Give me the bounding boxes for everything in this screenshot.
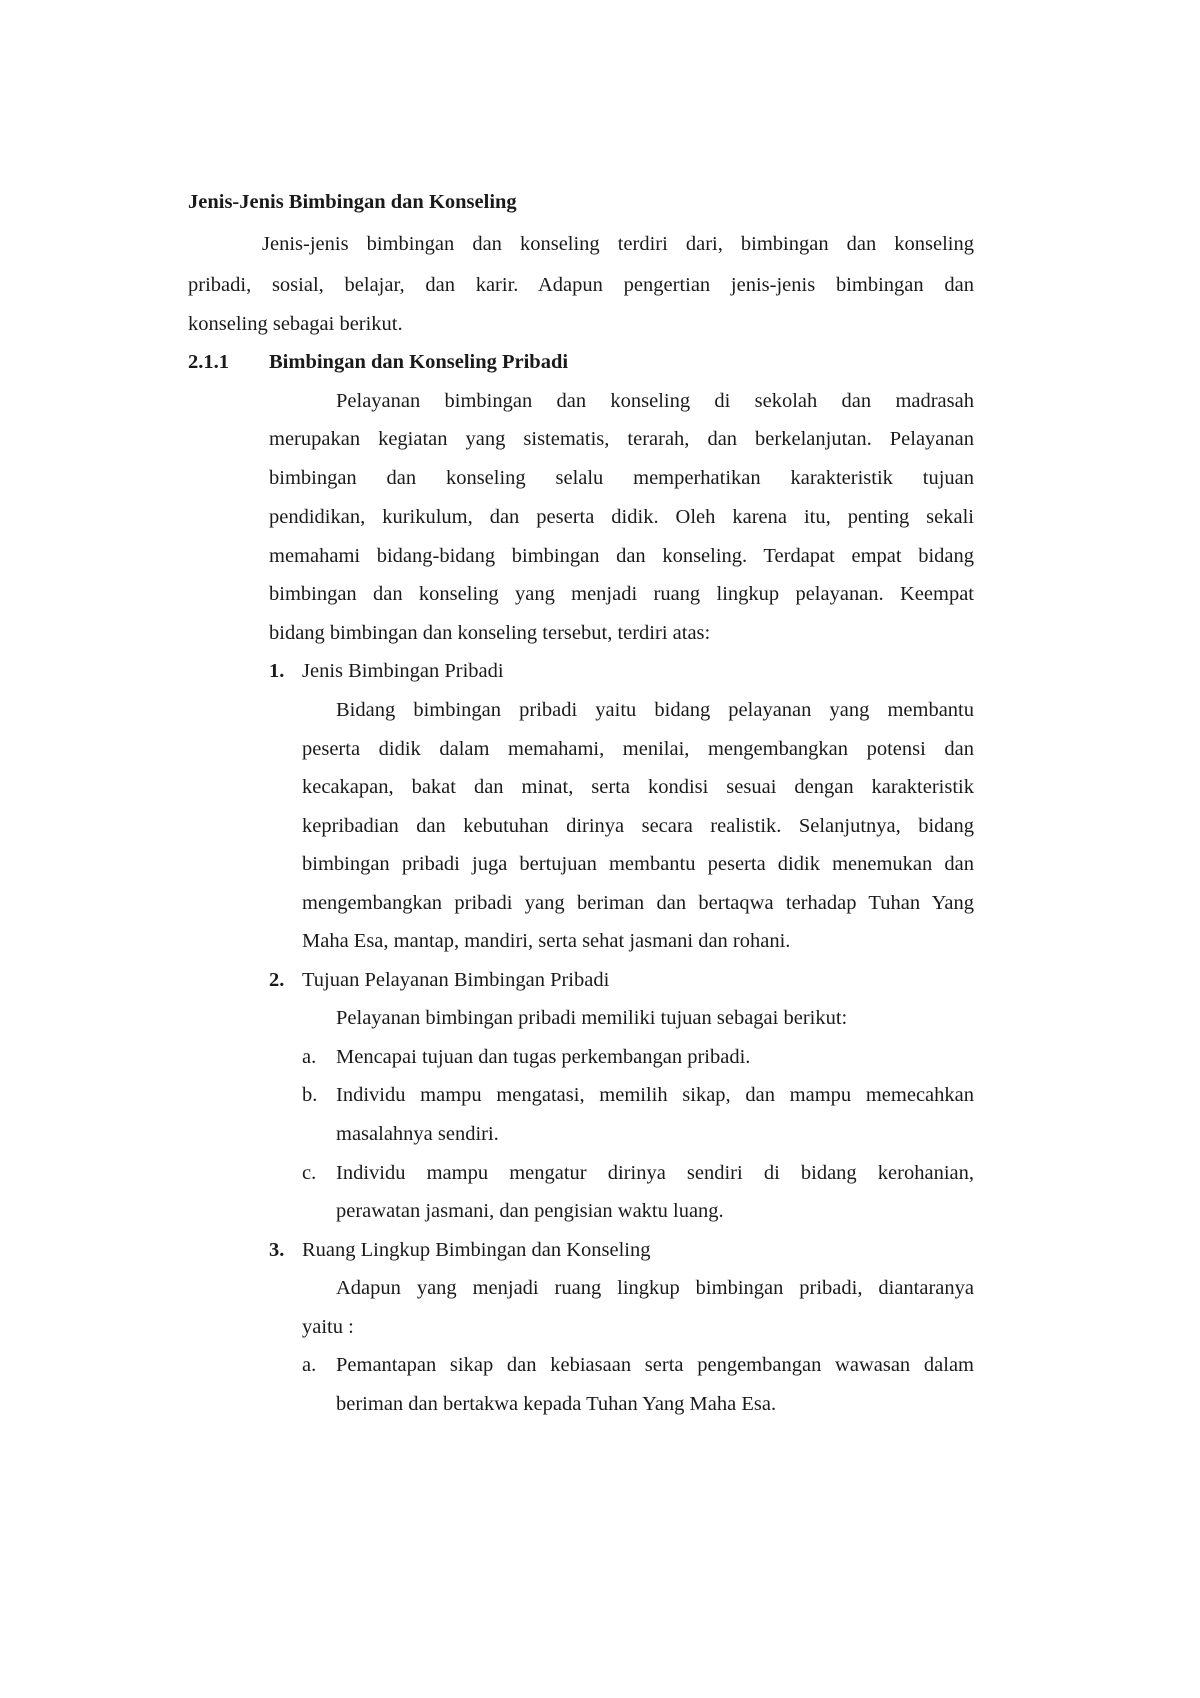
item1-text-line: kepribadian dan kebutuhan dirinya secara realistik. Selanjutnya, bidang	[302, 815, 974, 837]
item1-text-line: peserta didik dalam memahami, menilai, mengembangkan potensi dan	[302, 738, 974, 760]
list-item-heading	[0, 650, 1200, 692]
item1-line	[0, 920, 1200, 962]
sublist-text-line: perawatan jasmani, dan pengisian waktu luang.	[336, 1200, 724, 1222]
list-item-title: Ruang Lingkup Bimbingan dan Konseling	[302, 1239, 651, 1261]
item1-line	[0, 882, 1200, 924]
section-line	[0, 418, 1200, 460]
item1-text-line: kecakapan, bakat dan minat, serta kondisi sesuai dengan karakteristik	[302, 776, 974, 798]
section-line	[0, 496, 1200, 538]
item1-line	[0, 766, 1200, 808]
sublist-letter: b.	[302, 1084, 318, 1106]
sublist-item-continued	[0, 1383, 1200, 1425]
sublist-item	[0, 1152, 1200, 1194]
heading-line	[0, 181, 1200, 223]
list-item-number: 1.	[269, 660, 285, 682]
item1-text-line: Bidang bimbingan pribadi yaitu bidang pelayanan yang membantu	[336, 699, 974, 721]
sublist-letter: c.	[302, 1162, 317, 1184]
item3-text-line: yaitu :	[302, 1316, 354, 1338]
section-text-line: pendidikan, kurikulum, dan peserta didik. Oleh karena itu, penting sekali	[269, 506, 974, 528]
sublist-text-line: Mencapai tujuan dan tugas perkembangan pribadi.	[336, 1046, 751, 1068]
sublist-item	[0, 1036, 1200, 1078]
section-line	[0, 535, 1200, 577]
section-text-line: bidang bimbingan dan konseling tersebut, terdiri atas:	[269, 622, 711, 644]
section-line	[0, 612, 1200, 654]
item3-text-line: Adapun yang menjadi ruang lingkup bimbingan pribadi, diantaranya	[336, 1277, 974, 1299]
sublist-item	[0, 1344, 1200, 1386]
list-item-number: 3.	[269, 1239, 285, 1261]
item1-text-line: Maha Esa, mantap, mandiri, serta sehat jasmani dan rohani.	[302, 930, 791, 952]
item3-line	[0, 1267, 1200, 1309]
document-heading: Jenis-Jenis Bimbingan dan Konseling	[188, 191, 517, 213]
intro-text-line: pribadi, sosial, belajar, dan karir. Adapun pengertian jenis-jenis bimbingan dan	[188, 274, 974, 296]
section-text-line: memahami bidang-bidang bimbingan dan konseling. Terdapat empat bidang	[269, 545, 974, 567]
sublist-letter: a.	[302, 1046, 317, 1068]
item1-line	[0, 689, 1200, 731]
sublist-text-line: Individu mampu mengatur dirinya sendiri di bidang kerohanian,	[336, 1162, 974, 1184]
intro-line	[0, 303, 1200, 345]
sublist-item	[0, 1074, 1200, 1116]
sublist-text-line: Individu mampu mengatasi, memilih sikap, dan mampu memecahkan	[336, 1084, 974, 1106]
item1-text-line: bimbingan pribadi juga bertujuan membantu peserta didik menemukan dan	[302, 853, 974, 875]
section-text-line: Pelayanan bimbingan dan konseling di sekolah dan madrasah	[336, 390, 974, 412]
intro-line	[0, 223, 1200, 265]
section-number: 2.1.1	[188, 351, 229, 373]
section-title: Bimbingan dan Konseling Pribadi	[269, 351, 569, 373]
item2-intro-line	[0, 997, 1200, 1039]
sublist-text-line: Pemantapan sikap dan kebiasaan serta pengembangan wawasan dalam	[336, 1354, 974, 1376]
intro-text-line: konseling sebagai berikut.	[188, 313, 403, 335]
section-line	[0, 457, 1200, 499]
item2-intro-text: Pelayanan bimbingan pribadi memiliki tujuan sebagai berikut:	[336, 1007, 848, 1029]
item1-line	[0, 843, 1200, 885]
sublist-text-line: beriman dan bertakwa kepada Tuhan Yang Maha Esa.	[336, 1393, 777, 1415]
section-text-line: merupakan kegiatan yang sistematis, terarah, dan berkelanjutan. Pelayanan	[269, 428, 974, 450]
section-text-line: bimbingan dan konseling selalu memperhatikan karakteristik tujuan	[269, 467, 974, 489]
item3-line	[0, 1306, 1200, 1348]
section-text-line: bimbingan dan konseling yang menjadi ruang lingkup pelayanan. Keempat	[269, 583, 974, 605]
list-item-number: 2.	[269, 969, 285, 991]
intro-line	[0, 264, 1200, 306]
section-line	[0, 380, 1200, 422]
intro-text-line: Jenis-jenis bimbingan dan konseling terdiri dari, bimbingan dan konseling	[262, 233, 974, 255]
item1-text-line: mengembangkan pribadi yang beriman dan bertaqwa terhadap Tuhan Yang	[302, 892, 974, 914]
section-heading	[0, 341, 1200, 383]
list-item-title: Tujuan Pelayanan Bimbingan Pribadi	[302, 969, 610, 991]
list-item-heading	[0, 1229, 1200, 1271]
list-item-heading	[0, 959, 1200, 1001]
sublist-letter: a.	[302, 1354, 317, 1376]
list-item-title: Jenis Bimbingan Pribadi	[302, 660, 504, 682]
sublist-item-continued	[0, 1190, 1200, 1232]
section-line	[0, 573, 1200, 615]
sublist-text-line: masalahnya sendiri.	[336, 1123, 499, 1145]
sublist-item-continued	[0, 1113, 1200, 1155]
item1-line	[0, 728, 1200, 770]
item1-line	[0, 805, 1200, 847]
